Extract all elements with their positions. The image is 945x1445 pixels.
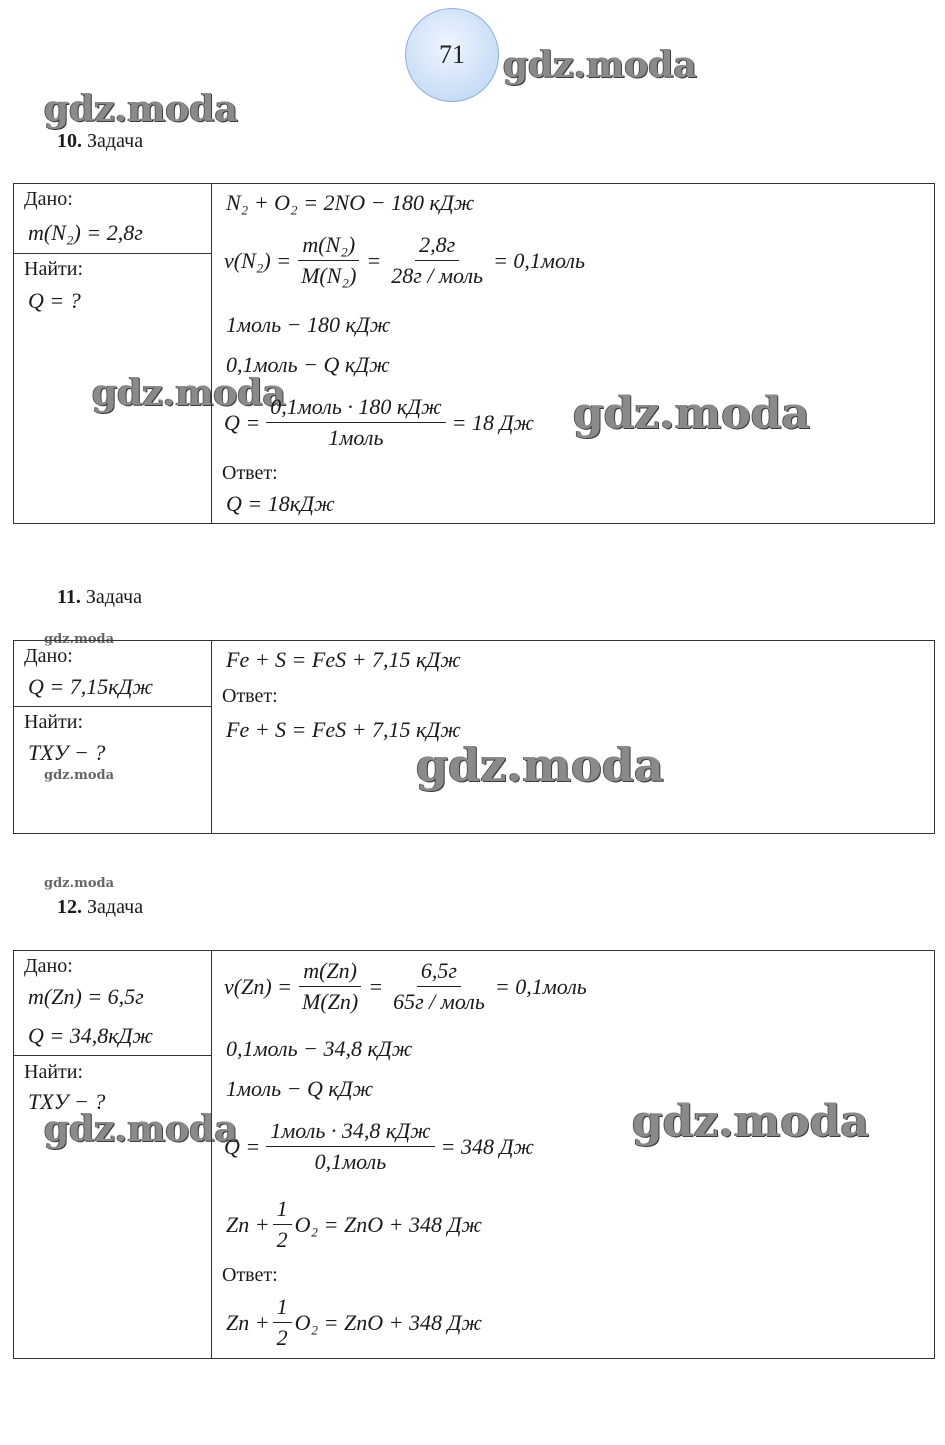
find-label: Найти: <box>24 711 84 733</box>
answer-label: Ответ: <box>222 462 278 484</box>
divider <box>211 640 212 834</box>
answer-label: Ответ: <box>222 1264 278 1286</box>
divider <box>13 1055 211 1056</box>
watermark: gdz.moda <box>632 1096 870 1147</box>
task-10-title: 10. Задача <box>57 130 144 152</box>
given-value: m(N₂) = 2,8г <box>28 220 143 245</box>
given-label: Дано: <box>24 955 73 977</box>
given-value: m(Zn) = 6,5г <box>28 984 144 1009</box>
given-value: Q = 34,8кДж <box>28 1023 153 1048</box>
find-value: ТХУ − ? <box>28 740 106 765</box>
heat-calculation: Q = $\frac{\text{0,1моль · 180 кДж}}{\text{1моль}}$ = 18 Дж <box>224 394 534 450</box>
task-11-title: 11. Задача <box>57 586 142 608</box>
proportion-line: 0,1моль − Q кДж <box>226 352 390 377</box>
moles-calculation: ν(N₂) = $\frac{\text{m(N₂)}}{\text{M(N₂)}}$ = $\frac{2,8г}{\text{28г / моль}}$ = 0,1моль <box>224 232 586 288</box>
answer-value: Q = 18кДж <box>226 491 335 516</box>
divider <box>13 706 211 707</box>
proportion-line: 0,1моль − 34,8 кДж <box>226 1036 413 1061</box>
heat-calculation: Q = $\frac{\text{1моль · 34,8 кДж}}{\text{0,1моль}}$ = 348 Дж <box>224 1118 534 1174</box>
proportion-line: 1моль − Q кДж <box>226 1076 374 1101</box>
page-number: 71 <box>405 8 499 102</box>
divider <box>211 950 212 1359</box>
find-value: ТХУ − ? <box>28 1089 106 1114</box>
moles-calculation: ν(Zn) = $\frac{m(Zn)}{M(Zn)}$ = $\frac{6,5г}{\text{65г / моль}}$ = 0,1моль <box>224 958 587 1014</box>
reaction-equation: N₂ + O₂ = 2NO − 180 кДж <box>226 190 475 215</box>
watermark: gdz.moda <box>44 88 238 130</box>
thermochemical-equation: Zn + $\frac{1}{2}$ O₂ = ZnO + 348 Дж <box>226 1196 482 1252</box>
find-label: Найти: <box>24 1061 84 1083</box>
watermark: gdz.moda <box>503 44 697 86</box>
answer-value: Fe + S = FeS + 7,15 кДж <box>226 717 461 742</box>
watermark: gdz.moda <box>44 632 115 647</box>
watermark: gdz.moda <box>416 738 664 792</box>
watermark: gdz.moda <box>573 388 811 439</box>
watermark: gdz.moda <box>44 876 115 891</box>
divider <box>211 183 212 524</box>
watermark: gdz.moda <box>92 372 286 414</box>
divider <box>13 253 211 254</box>
task-12-title: 12. Задача <box>57 896 144 918</box>
given-label: Дано: <box>24 645 73 667</box>
given-label: Дано: <box>24 188 73 210</box>
find-value: Q = ? <box>28 288 81 313</box>
find-label: Найти: <box>24 258 84 280</box>
task-11-table <box>13 640 935 834</box>
given-value: Q = 7,15кДж <box>28 674 153 699</box>
watermark: gdz.moda <box>44 1108 238 1150</box>
reaction-equation: Fe + S = FeS + 7,15 кДж <box>226 647 461 672</box>
answer-value: Zn + $\frac{1}{2}$ O₂ = ZnO + 348 Дж <box>226 1294 482 1350</box>
proportion-line: 1моль − 180 кДж <box>226 312 391 337</box>
answer-label: Ответ: <box>222 685 278 707</box>
watermark: gdz.moda <box>44 768 115 783</box>
